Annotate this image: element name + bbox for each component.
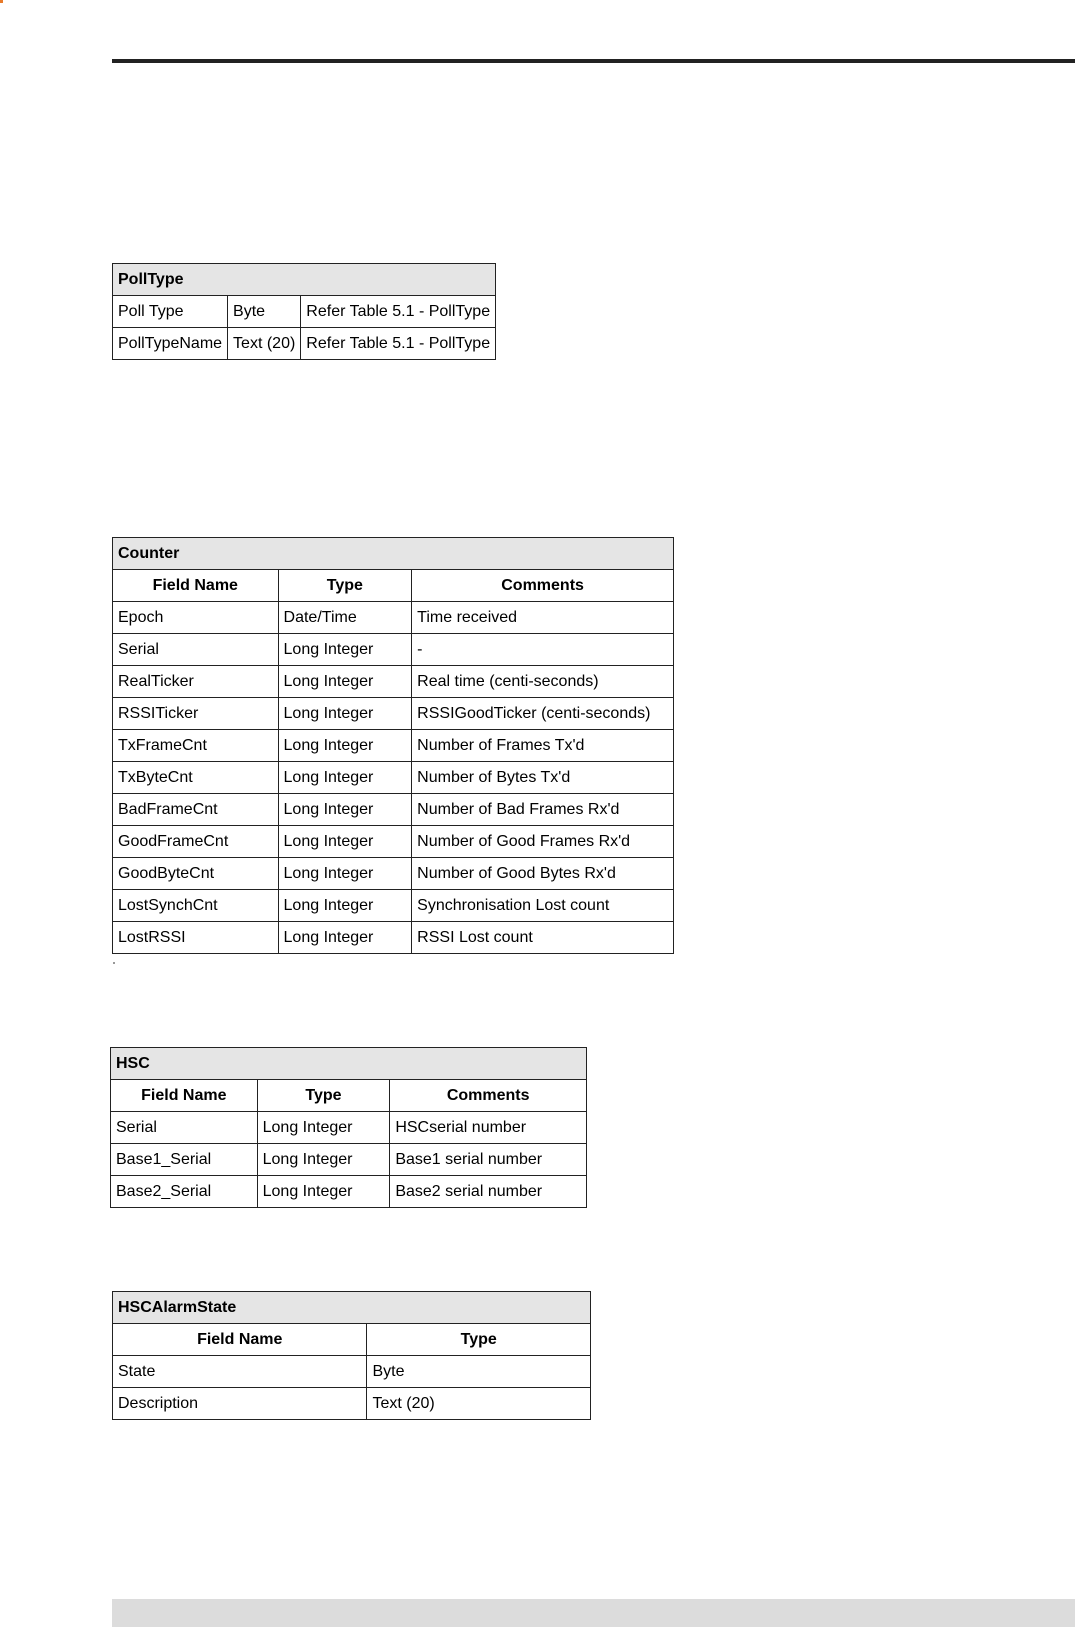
table-cell: Date/Time	[278, 602, 412, 634]
hsc-table	[110, 1047, 587, 1208]
table-cell: RSSITicker	[113, 698, 279, 730]
table-cell: HSCserial number	[390, 1112, 587, 1144]
table-row	[113, 1356, 591, 1388]
table-cell: Long Integer	[278, 730, 412, 762]
table-cell: Serial	[111, 1112, 258, 1144]
counter-table	[112, 537, 674, 954]
header-row	[113, 1324, 591, 1356]
header-rule	[112, 59, 1075, 63]
table-cell: Byte	[367, 1356, 591, 1388]
table-cell: Serial	[113, 634, 279, 666]
table-row	[113, 858, 674, 890]
table-cell: Long Integer	[278, 858, 412, 890]
table-cell: GoodFrameCnt	[113, 826, 279, 858]
table-cell: Refer Table 5.1 - PollType	[301, 328, 496, 360]
table-cell: Long Integer	[278, 634, 412, 666]
polltype-table-title: PollType	[113, 264, 496, 296]
table-cell: Description	[113, 1388, 367, 1420]
table-cell: Number of Good Bytes Rx'd	[412, 858, 674, 890]
table-row	[113, 666, 674, 698]
table-cell: LostSynchCnt	[113, 890, 279, 922]
table-cell: Long Integer	[278, 826, 412, 858]
table-cell: Time received	[412, 602, 674, 634]
table-cell: Byte	[228, 296, 301, 328]
table-row	[113, 730, 674, 762]
header-row	[113, 570, 674, 602]
table-row	[113, 602, 674, 634]
corner-mark	[0, 0, 3, 3]
table-cell: Poll Type	[113, 296, 228, 328]
column-header: Type	[278, 570, 412, 602]
table-cell: Base1 serial number	[390, 1144, 587, 1176]
table-row	[113, 296, 496, 328]
table-cell: Base2_Serial	[111, 1176, 258, 1208]
table-cell: Refer Table 5.1 - PollType	[301, 296, 496, 328]
column-header: Field Name	[111, 1080, 258, 1112]
header-row	[111, 1080, 587, 1112]
table-cell: Real time (centi-seconds)	[412, 666, 674, 698]
column-header: Field Name	[113, 570, 279, 602]
table-cell: Synchronisation Lost count	[412, 890, 674, 922]
table-row	[113, 890, 674, 922]
table-cell: -	[412, 634, 674, 666]
table-cell: RSSIGoodTicker (centi-seconds)	[412, 698, 674, 730]
hsc-table-title: HSC	[111, 1048, 587, 1080]
table-row	[113, 1388, 591, 1420]
table-cell: Long Integer	[278, 890, 412, 922]
table-cell: Text (20)	[228, 328, 301, 360]
table-cell: RSSI Lost count	[412, 922, 674, 954]
table-cell: Long Integer	[257, 1112, 390, 1144]
table-cell: Long Integer	[278, 762, 412, 794]
column-header: Comments	[412, 570, 674, 602]
table-cell: Number of Frames Tx'd	[412, 730, 674, 762]
column-header: Type	[257, 1080, 390, 1112]
table-cell: Base2 serial number	[390, 1176, 587, 1208]
table-cell: PollTypeName	[113, 328, 228, 360]
table-cell: Long Integer	[278, 698, 412, 730]
table-cell: Epoch	[113, 602, 279, 634]
column-header: Type	[367, 1324, 591, 1356]
table-cell: Long Integer	[257, 1176, 390, 1208]
polltype-table	[112, 263, 496, 360]
counter-table-title: Counter	[113, 538, 674, 570]
table-row	[113, 634, 674, 666]
table-cell: Base1_Serial	[111, 1144, 258, 1176]
table-row	[111, 1176, 587, 1208]
table-cell: Number of Bad Frames Rx'd	[412, 794, 674, 826]
table-cell: Number of Bytes Tx'd	[412, 762, 674, 794]
table-row	[111, 1144, 587, 1176]
footer-band	[112, 1599, 1075, 1627]
table-cell: Text (20)	[367, 1388, 591, 1420]
column-header: Field Name	[113, 1324, 367, 1356]
table-cell: LostRSSI	[113, 922, 279, 954]
table-cell: Long Integer	[278, 666, 412, 698]
table-row	[113, 922, 674, 954]
table-cell: Long Integer	[278, 794, 412, 826]
table-row	[111, 1112, 587, 1144]
table-row	[113, 794, 674, 826]
table-cell: BadFrameCnt	[113, 794, 279, 826]
hscalarmstate-table-title: HSCAlarmState	[113, 1292, 591, 1324]
stray-mark	[113, 962, 115, 964]
table-row	[113, 826, 674, 858]
hscalarmstate-table	[112, 1291, 591, 1420]
table-cell: State	[113, 1356, 367, 1388]
table-cell: Long Integer	[257, 1144, 390, 1176]
table-cell: Number of Good Frames Rx'd	[412, 826, 674, 858]
table-cell: RealTicker	[113, 666, 279, 698]
column-header: Comments	[390, 1080, 587, 1112]
table-cell: Long Integer	[278, 922, 412, 954]
table-row	[113, 328, 496, 360]
table-row	[113, 762, 674, 794]
table-row	[113, 698, 674, 730]
table-cell: GoodByteCnt	[113, 858, 279, 890]
table-cell: TxByteCnt	[113, 762, 279, 794]
table-cell: TxFrameCnt	[113, 730, 279, 762]
